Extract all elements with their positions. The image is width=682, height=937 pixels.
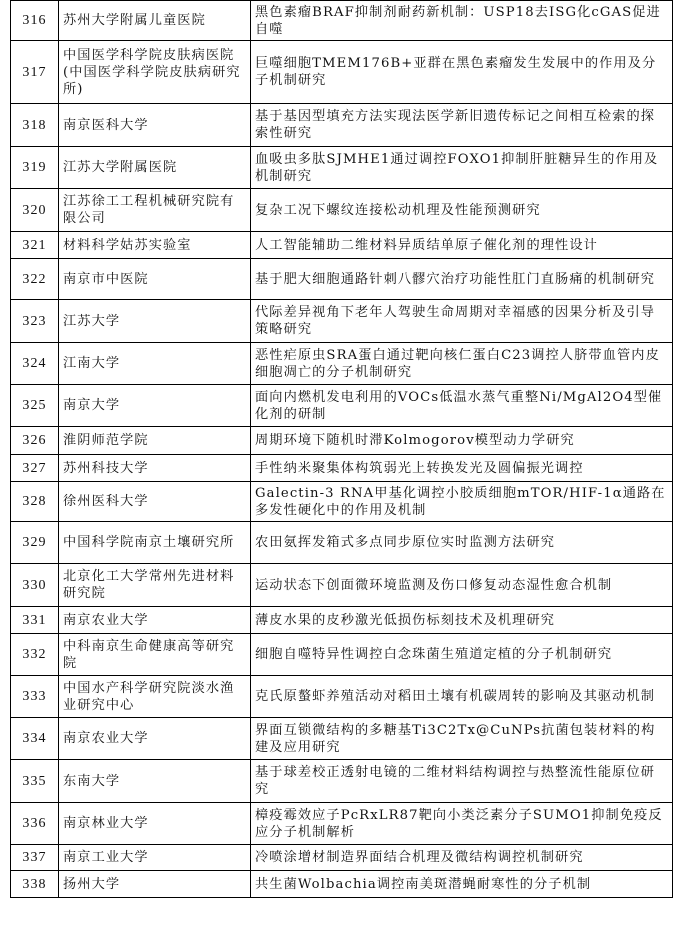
table-row [11,41,673,104]
project-title: 界面互锁微结构的多糖基Ti3C2Tx@CuNPs抗菌包装材料的构建及应用研究 [251,718,673,760]
row-number: 337 [11,845,59,871]
row-number: 319 [11,147,59,189]
project-title: 恶性疟原虫SRA蛋白通过靶向核仁蛋白C23调控人脐带血管内皮细胞凋亡的分子机制研究 [251,343,673,385]
organization-name: 北京化工大学常州先进材料研究院 [59,564,251,607]
project-title: 基于球差校正透射电镜的二维材料结构调控与热整流性能原位研究 [251,760,673,803]
organization-name: 江苏徐工工程机械研究院有限公司 [59,189,251,232]
table-row [11,427,673,455]
row-number: 317 [11,41,59,104]
table-row [11,104,673,147]
organization-name: 扬州大学 [59,871,251,898]
organization-name: 南京大学 [59,385,251,427]
project-title: 细胞自噬特异性调控白念珠菌生殖道定植的分子机制研究 [251,634,673,676]
table-row [11,232,673,259]
organization-name: 徐州医科大学 [59,482,251,522]
project-title: 代际差异视角下老年人驾驶生命周期对幸福感的因果分析及引导策略研究 [251,300,673,343]
table-row [11,455,673,482]
project-table [10,0,673,898]
project-title: 手性纳米聚集体构筑弱光上转换发光及圆偏振光调控 [251,455,673,482]
organization-name: 南京农业大学 [59,718,251,760]
organization-name: 淮阴师范学院 [59,427,251,455]
table-row [11,147,673,189]
organization-name: 苏州大学附属儿童医院 [59,1,251,41]
table-row [11,300,673,343]
organization-name: 中国医学科学院皮肤病医院(中国医学科学院皮肤病研究所) [59,41,251,104]
row-number: 320 [11,189,59,232]
organization-name: 中科南京生命健康高等研究院 [59,634,251,676]
organization-name: 南京医科大学 [59,104,251,147]
row-number: 334 [11,718,59,760]
row-number: 321 [11,232,59,259]
row-number: 333 [11,676,59,718]
table-row [11,385,673,427]
project-title: 复杂工况下螺纹连接松动机理及性能预测研究 [251,189,673,232]
table-row [11,634,673,676]
project-title: 运动状态下创面微环境监测及伤口修复动态湿性愈合机制 [251,564,673,607]
project-title: 巨噬细胞TMEM176B+亚群在黑色素瘤发生发展中的作用及分子机制研究 [251,41,673,104]
project-title: 冷喷涂增材制造界面结合机理及微结构调控机制研究 [251,845,673,871]
row-number: 322 [11,259,59,300]
project-title: 血吸虫多肽SJMHE1通过调控FOXO1抑制肝脏糖异生的作用及机制研究 [251,147,673,189]
table-row [11,522,673,564]
table-row [11,845,673,871]
row-number: 338 [11,871,59,898]
row-number: 336 [11,803,59,845]
project-title: 薄皮水果的皮秒激光低损伤标刻技术及机理研究 [251,607,673,634]
project-title: 周期环境下随机时滞Kolmogorov模型动力学研究 [251,427,673,455]
row-number: 324 [11,343,59,385]
organization-name: 东南大学 [59,760,251,803]
row-number: 326 [11,427,59,455]
project-title: 黑色素瘤BRAF抑制剂耐药新机制：USP18去ISG化cGAS促进自噬 [251,1,673,41]
row-number: 335 [11,760,59,803]
organization-name: 中国科学院南京土壤研究所 [59,522,251,564]
table-row [11,871,673,898]
project-title: 克氏原螯虾养殖活动对稻田土壤有机碳周转的影响及其驱动机制 [251,676,673,718]
row-number: 330 [11,564,59,607]
organization-name: 中国水产科学研究院淡水渔业研究中心 [59,676,251,718]
project-table-body [11,1,673,898]
organization-name: 南京市中医院 [59,259,251,300]
organization-name: 材料科学姑苏实验室 [59,232,251,259]
project-title: 樟疫霉效应子PcRxLR87靶向小类泛素分子SUMO1抑制免疫反应分子机制解析 [251,803,673,845]
organization-name: 南京农业大学 [59,607,251,634]
row-number: 316 [11,1,59,41]
table-row [11,803,673,845]
row-number: 318 [11,104,59,147]
project-title: 农田氨挥发箱式多点同步原位实时监测方法研究 [251,522,673,564]
project-title: 基于肥大细胞通路针刺八髎穴治疗功能性肛门直肠痛的机制研究 [251,259,673,300]
table-row [11,718,673,760]
row-number: 327 [11,455,59,482]
table-row [11,564,673,607]
project-title: Galectin-3 RNA甲基化调控小胶质细胞mTOR/HIF-1α通路在多发性硬化中的作用及机制 [251,482,673,522]
organization-name: 江苏大学 [59,300,251,343]
table-row [11,343,673,385]
table-row [11,676,673,718]
table-row [11,760,673,803]
row-number: 329 [11,522,59,564]
table-row [11,1,673,41]
table-row [11,607,673,634]
row-number: 325 [11,385,59,427]
project-title: 基于基因型填充方法实现法医学新旧遗传标记之间相互检索的探索性研究 [251,104,673,147]
project-title: 共生菌Wolbachia调控南美斑潜蝇耐寒性的分子机制 [251,871,673,898]
organization-name: 苏州科技大学 [59,455,251,482]
project-title: 面向内燃机发电利用的VOCs低温水蒸气重整Ni/MgAl2O4型催化剂的研制 [251,385,673,427]
row-number: 323 [11,300,59,343]
row-number: 328 [11,482,59,522]
organization-name: 南京林业大学 [59,803,251,845]
organization-name: 南京工业大学 [59,845,251,871]
row-number: 331 [11,607,59,634]
organization-name: 江南大学 [59,343,251,385]
project-title: 人工智能辅助二维材料异质结单原子催化剂的理性设计 [251,232,673,259]
table-row [11,482,673,522]
table-row [11,259,673,300]
table-row [11,189,673,232]
row-number: 332 [11,634,59,676]
organization-name: 江苏大学附属医院 [59,147,251,189]
